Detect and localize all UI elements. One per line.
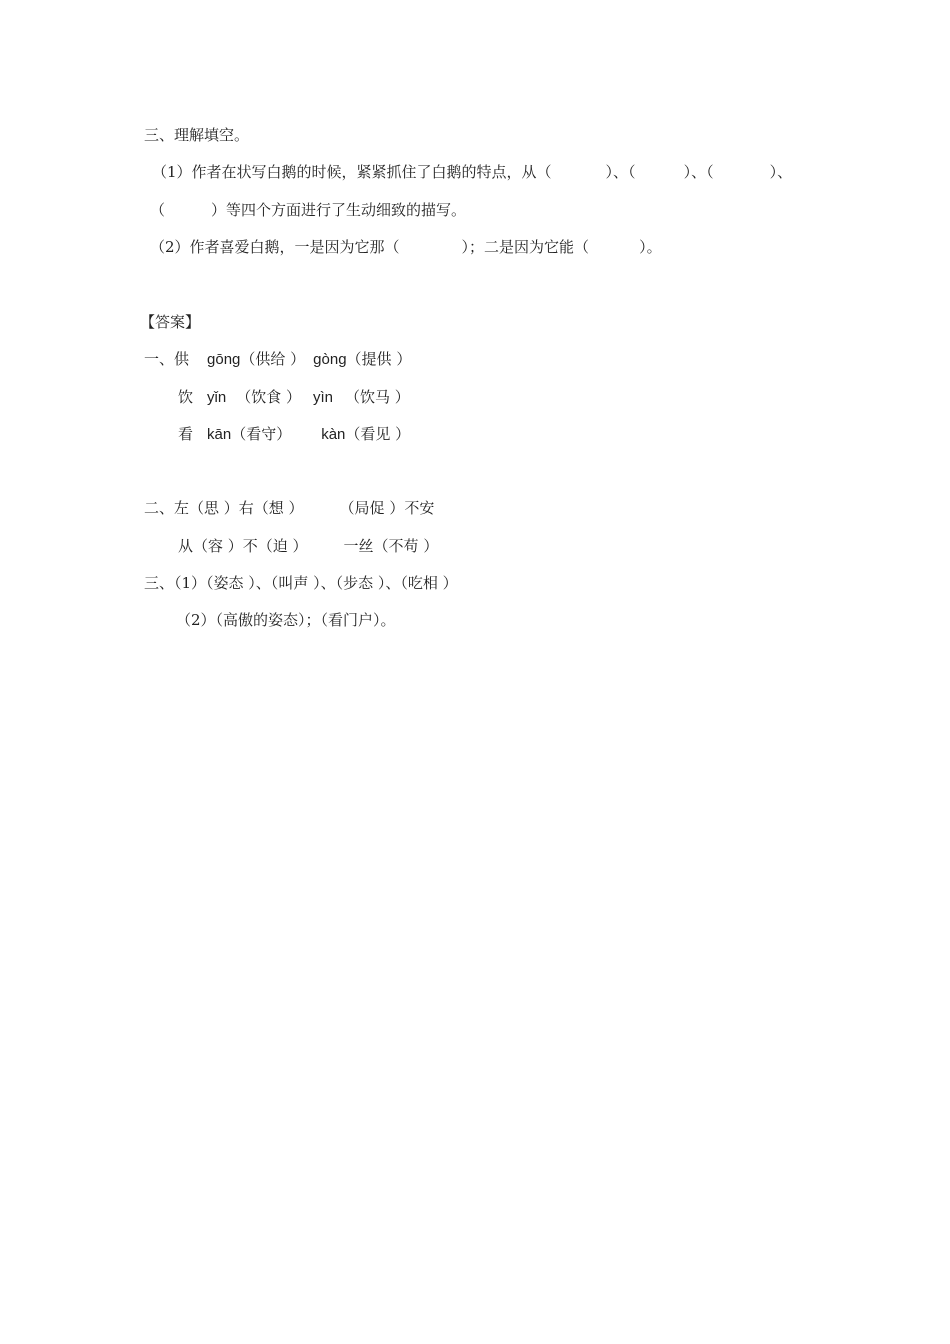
question-2-text: ）；二是因为它能（ <box>461 238 590 256</box>
answer-1-prefix: 一、供 <box>144 350 190 368</box>
word: （看见 ） <box>345 425 411 443</box>
question-1-text-rest: ）等四个方面进行了生动细致的描写。 <box>211 201 467 219</box>
word: （饮马 ） <box>345 388 410 406</box>
pinyin: yìn <box>312 389 333 406</box>
question-1-text: （1）作者在状写白鹅的时候，紧紧抓住了白鹅的特点，从（ <box>152 163 552 181</box>
question-1-blank-sep: ）、（ <box>605 163 636 181</box>
pinyin: gōng <box>207 351 241 368</box>
pinyin: kān <box>207 426 232 443</box>
pinyin: yǐn <box>207 389 227 406</box>
idiom: 二、左（思 ）右（想 ） <box>144 499 304 517</box>
character: 饮 <box>178 388 194 406</box>
answer-1-row-2 <box>178 387 410 408</box>
section-3-heading: 三、理解填空。 <box>144 126 250 144</box>
character: 看 <box>178 425 194 443</box>
pinyin: kàn <box>321 426 346 443</box>
idiom: （局促 ）不安 <box>339 499 435 517</box>
word: （提供 ） <box>346 350 412 368</box>
answer-2-row-1 <box>144 498 434 518</box>
question-1-blank-sep: ）、 <box>769 163 793 181</box>
word: （看守） <box>231 425 292 443</box>
question-1-open-paren: （ <box>150 201 166 219</box>
answer-3-row-2: （2）（高傲的姿态）；（看门户）。 <box>176 611 396 629</box>
question-1-blank-sep: ）、（ <box>683 163 714 181</box>
answer-title: 【答案】 <box>140 313 201 331</box>
question-2-text: （2）作者喜爱白鹅，一是因为它那（ <box>150 238 400 256</box>
question-1-line-1 <box>152 162 792 182</box>
word: （饮食 ） <box>236 388 301 406</box>
question-2-text: ）。 <box>639 238 662 256</box>
question-1-line-2 <box>150 200 466 220</box>
answer-3-row-1: 三、（1）（姿态 ）、（叫声 ）、（步态 ）、（吃相 ） <box>144 574 458 592</box>
pinyin: gòng <box>313 351 347 368</box>
question-2-line <box>150 237 662 257</box>
answer-2-row-2 <box>178 536 438 556</box>
word: （供给 ） <box>240 350 306 368</box>
idiom: 一丝（不苟 ） <box>343 537 439 555</box>
idiom: 从（容 ）不（迫 ） <box>178 537 308 555</box>
answer-1-row-3 <box>178 424 410 445</box>
answer-1-row-1 <box>144 349 411 370</box>
